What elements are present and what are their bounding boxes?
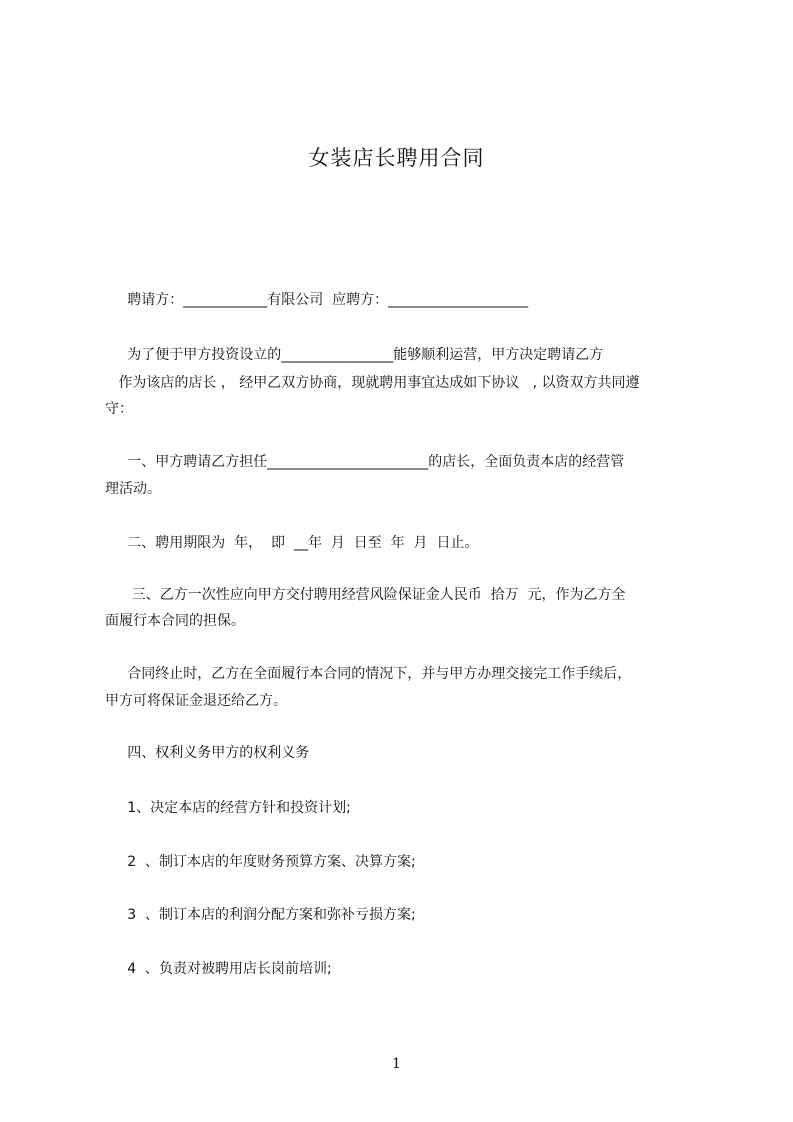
recruiting-parties-line: 聘请方：____________有限公司 应聘方：____________________	[105, 292, 529, 308]
duty-item-2: 2 、制订本店的年度财务预算方案、决算方案;	[105, 854, 416, 870]
document-title: 女装店长聘用合同	[308, 146, 485, 170]
duty-item-4: 4 、负责对被聘用店长岗前培训;	[105, 961, 332, 977]
clause-1-line-2: 理活动。	[105, 481, 161, 497]
preamble-line-1: 为了便于甲方投资设立的________________能够顺利运营，甲方决定聘请乙方	[105, 347, 604, 363]
page-number: 1	[392, 1056, 401, 1072]
clause-3-line-1: 三、乙方一次性应向甲方交付聘用经营风险保证金人民币 拾万 元，作为乙方全	[105, 587, 626, 603]
preamble-line-2: 作为该店的店长 ， 经甲乙双方协商，现就聘用事宜达成如下协议 , 以资双方共同遵	[105, 375, 640, 391]
clause-4-heading: 四、权利义务甲方的权利义务	[105, 745, 310, 761]
duty-item-1: 1、决定本店的经营方针和投资计划;	[105, 800, 351, 816]
clause-2-line: 二、聘用期限为 年， 即 __年 月 日至 年 月 日止。	[105, 535, 479, 551]
clause-3-line-2: 面履行本合同的担保。	[105, 613, 245, 629]
termination-line-1: 合同终止时，乙方在全面履行本合同的情况下，并与甲方办理交接完工作手续后，	[105, 666, 632, 682]
duty-item-3: 3 、制订本店的利润分配方案和弥补亏损方案;	[105, 907, 416, 923]
clause-1-line-1: 一、甲方聘请乙方担任_______________________的店长，全面负责本店的经营管	[105, 454, 625, 470]
preamble-line-3: 守：	[105, 401, 133, 417]
termination-line-2: 甲方可将保证金退还给乙方。	[105, 693, 287, 709]
